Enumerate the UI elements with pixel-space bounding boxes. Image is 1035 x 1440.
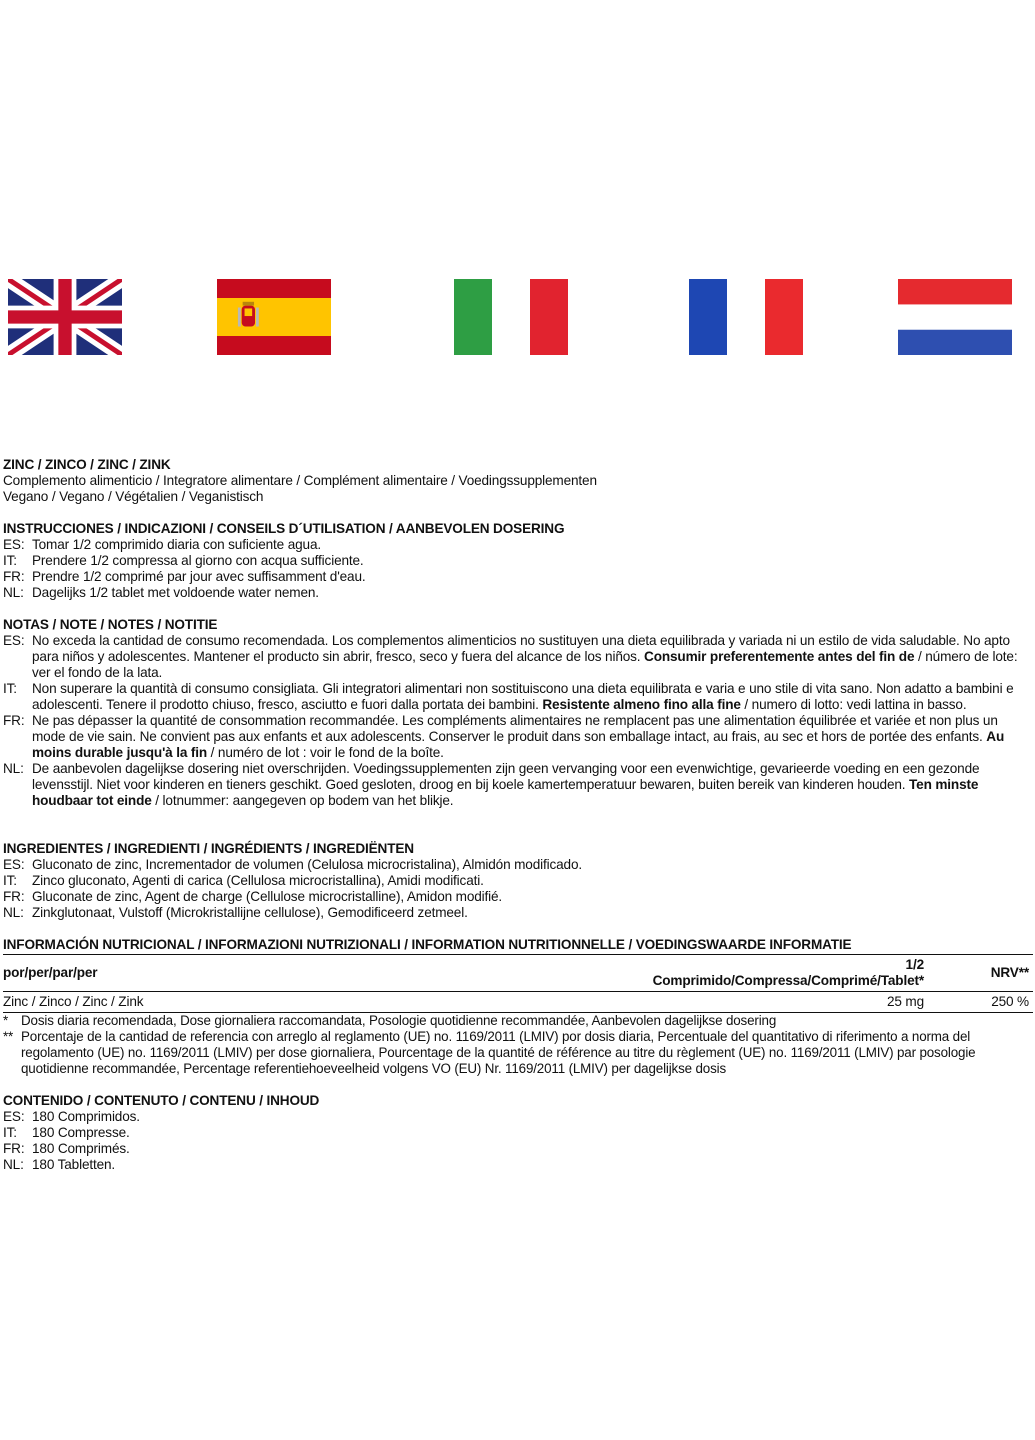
nutrition-table [3,955,1033,1013]
product-type: Complemento alimenticio / Integratore alimentare / Complément alimentaire / Voedingssupplementen [3,473,597,488]
contents-section [3,1093,1033,1173]
spain-flag-icon [217,279,331,355]
list-item [3,537,1033,553]
netherlands-flag-icon [898,279,1012,355]
nutrient-amount: 25 mg [653,992,934,1013]
language-label: IT: [3,1125,17,1140]
list-item [3,1125,1033,1141]
instruction-text: Tomar 1/2 comprimido diaria con suficiente agua. [32,537,321,552]
product-name: ZINC / ZINCO / ZINC / ZINK [3,457,171,472]
column-header: 1/2 Comprimido/Compressa/Comprimé/Tablet* [653,955,934,992]
language-label: ES: [3,537,25,552]
footnote [3,1013,1033,1029]
language-label: ES: [3,1109,25,1124]
list-item [3,873,1033,889]
instructions-section [3,521,1033,601]
france-flag-icon [689,279,803,355]
list-item [3,585,1033,601]
content-text: 180 Comprimés. [32,1141,130,1156]
notes-section [3,617,1033,809]
ingredients-section [3,841,1033,921]
ingredient-text: Zinco gluconato, Agenti di carica (Cellulosa microcristallina), Amidi modificati. [32,873,484,888]
language-label: FR: [3,889,25,904]
product-diet: Vegano / Vegano / Végétalien / Veganistisch [3,489,264,504]
list-item [3,713,1033,761]
list-item [3,889,1033,905]
nutrition-section [3,937,1033,1077]
language-label: IT: [3,681,17,696]
footnote-text: Dosis diaria recomendada, Dose giornaliera raccomandata, Posologie quotidienne recommandée, Aanbevolen dagelijkse dosering [21,1013,777,1028]
instruction-text: Prendre 1/2 comprimé par jour avec suffisamment d'eau. [32,569,366,584]
contents-heading: CONTENIDO / CONTENUTO / CONTENU / INHOUD [3,1093,320,1108]
table-header-row [3,955,1033,992]
list-item [3,905,1033,921]
nutrition-heading: INFORMACIÓN NUTRICIONAL / INFORMAZIONI NUTRIZIONALI / INFORMATION NUTRITIONNELLE / VOEDINGSWAARDE INFORMATIE [3,937,1033,955]
list-item [3,553,1033,569]
note-text: Non superare la quantità di consumo consigliata. Gli integratori alimentari non sostituiscono una dieta equilibrata e varia e uno stile di vita sano. Non adatto a bambini e adolescenti. Tenere il prodotto chiuso, fresco, asciutto e fuori dalla portata dei bambini. Resistente almeno fino alla fine / numero di lotto: vedi lattina in basso. [32,681,1014,712]
list-item [3,1141,1033,1157]
list-item [3,569,1033,585]
language-label: FR: [3,713,25,728]
note-text: No exceda la cantidad de consumo recomendada. Los complementos alimenticios no sustituyen una dieta equilibrada y variada ni un estilo de vida saludable. No apto para niños y adolescentes. Mantener el producto sin abrir, fresco, seco y fuera del alcance de los niños. Consumir preferentemente antes del fin de / número de lote: ver el fondo de la lata. [32,633,1018,680]
note-text: De aanbevolen dagelijkse dosering niet overschrijden. Voedingssupplementen zijn geen vervanging voor een evenwichtige, gevarieerde voeding en een gezonde levensstijl. Niet voor kinderen en tieners geschikt. Goed gesloten, droog en bij koele kamertemperatuur bewaren, buiten bereik van kinderen houden. Ten minste houdbaar tot einde / lotnummer: aangegeven op bodem van het blikje. [32,761,980,808]
list-item [3,1157,1033,1173]
instructions-heading: INSTRUCCIONES / INDICAZIONI / CONSEILS D´UTILISATION / AANBEVOLEN DOSERING [3,521,565,536]
footnote-mark: * [3,1013,9,1028]
column-header: por/per/par/per [3,955,653,992]
ingredients-heading: INGREDIENTES / INGREDIENTI / INGRÉDIENTS / INGREDIËNTEN [3,841,414,856]
notes-heading: NOTAS / NOTE / NOTES / NOTITIE [3,617,218,632]
language-label: ES: [3,633,25,648]
ingredient-text: Gluconato de zinc, Incrementador de volumen (Celulosa microcristalina), Almidón modificado. [32,857,582,872]
label-document [3,457,1033,1173]
list-item [3,681,1033,713]
language-label: ES: [3,857,25,872]
note-text: Ne pas dépasser la quantité de consommation recommandée. Les compléments alimentaires ne remplacent pas une alimentation équilibrée et variée et non plus un mode de vie sain. Ne convient pas aux enfants et aux adolescents. Conserver le produit dans son emballage intact, au frais, au sec et hors de portée des enfants. Au moins durable jusqu'à la fin / numéro de lot : voir le fond de la boîte. [32,713,1005,760]
language-label: FR: [3,1141,25,1156]
content-text: 180 Tabletten. [32,1157,116,1172]
language-label: NL: [3,1157,24,1172]
list-item [3,1109,1033,1125]
language-label: NL: [3,905,24,920]
table-row [3,992,1033,1013]
footnotes [3,1013,1033,1077]
language-label: FR: [3,569,25,584]
content-text: 180 Compresse. [32,1125,130,1140]
italy-flag-icon [454,279,568,355]
language-label: NL: [3,585,24,600]
content-text: 180 Comprimidos. [32,1109,140,1124]
instruction-text: Dagelijks 1/2 tablet met voldoende water nemen. [32,585,319,600]
language-label: IT: [3,873,17,888]
footnote-text: Porcentaje de la cantidad de referencia con arreglo al reglamento (UE) no. 1169/2011 (LMIV) por dosis diaria, Percentuale del quantitativo di riferimento a norma del regolamento (UE) no. 1169/2011 (LMIV) per dose giornaliera, Pourcentage de la quantité de référence au titre du règlement (UE) no. 1169/2011 (LMIV) par posologie quotidienne recommandée, Percentage referentiehoeveelheid volgens VO (EU) Nr. 1169/2011 (LMIV) per dagelijkse dosis [21,1029,976,1076]
ingredient-text: Zinkglutonaat, Vulstoff (Microkristallijne cellulose), Gemodificeerd zetmeel. [32,905,468,920]
footnote-mark: ** [3,1029,14,1044]
product-header [3,457,1033,505]
nutrient-nrv: 250 % [934,992,1033,1013]
language-label: IT: [3,553,17,568]
column-header: NRV** [934,955,1033,992]
list-item [3,633,1033,681]
nutrient-name: Zinc / Zinco / Zinc / Zink [3,992,653,1013]
language-label: NL: [3,761,24,776]
list-item [3,761,1033,809]
ingredient-text: Gluconate de zinc, Agent de charge (Cellulose microcristalline), Amidon modifié. [32,889,503,904]
uk-flag-icon [8,279,122,355]
instruction-text: Prendere 1/2 compressa al giorno con acqua sufficiente. [32,553,364,568]
footnote [3,1029,1033,1077]
list-item [3,857,1033,873]
